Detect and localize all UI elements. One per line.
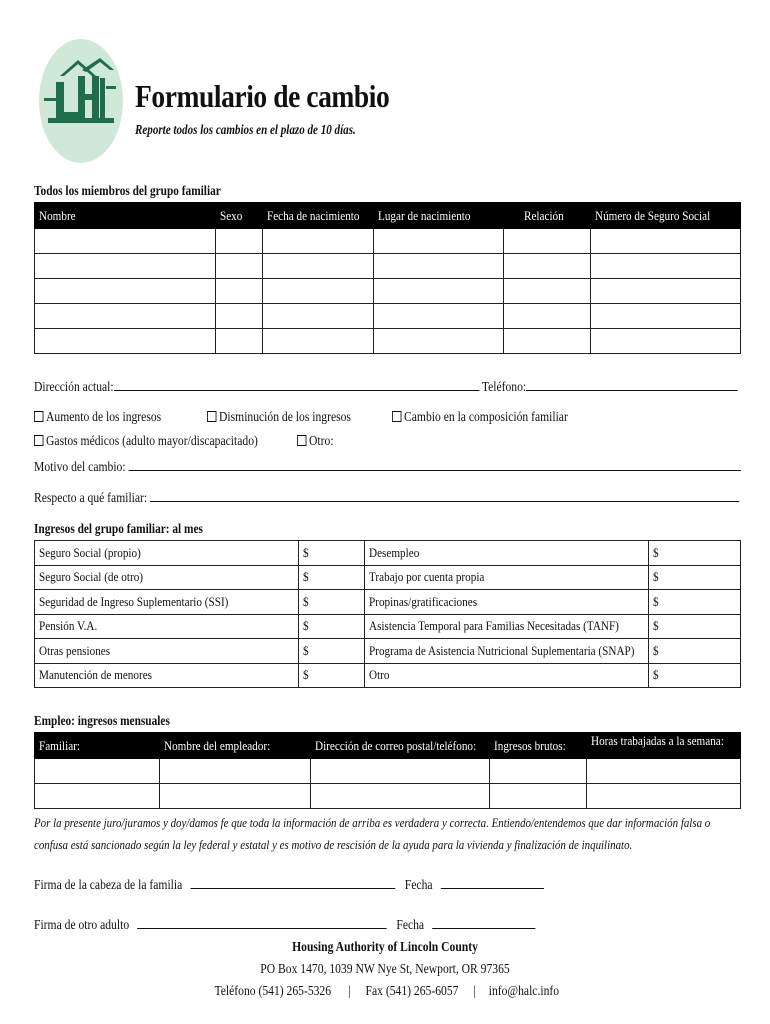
cell-input[interactable]: [504, 279, 591, 304]
table-row: [35, 541, 741, 566]
income-label: Desempleo: [365, 541, 649, 566]
income-table: [34, 540, 741, 688]
member-row: [34, 489, 739, 506]
member-label: Respecto a qué familiar:: [34, 490, 148, 505]
cell-input[interactable]: [591, 329, 741, 354]
col-ingresos-brutos: Ingresos brutos:: [490, 733, 587, 759]
reason-label: Motivo del cambio:: [34, 459, 126, 474]
checkbox-icon[interactable]: [34, 435, 43, 446]
table-row: [35, 565, 741, 590]
cell-input[interactable]: [263, 304, 374, 329]
col-direccion: Dirección de correo postal/teléfono:: [311, 733, 490, 759]
income-section-title: Ingresos del grupo familiar: al mes: [34, 521, 203, 536]
income-label: Otras pensiones: [35, 639, 299, 664]
signature-head-field[interactable]: [190, 876, 395, 889]
cell-input[interactable]: [216, 229, 263, 254]
cell-input[interactable]: [311, 759, 490, 784]
income-label: Seguro Social (de otro): [35, 565, 299, 590]
cell-input[interactable]: [504, 254, 591, 279]
phone-label: Teléfono:: [481, 379, 527, 394]
employment-header-row: [35, 733, 741, 759]
income-amount-field[interactable]: $: [299, 541, 365, 566]
table-row: [35, 279, 741, 304]
income-amount-field[interactable]: $: [649, 614, 741, 639]
cell-input[interactable]: [35, 329, 216, 354]
table-row: [35, 663, 741, 688]
table-row: [35, 329, 741, 354]
household-section-title: Todos los miembros del grupo familiar: [34, 183, 221, 198]
address-field[interactable]: [114, 378, 480, 391]
income-amount-field[interactable]: $: [299, 590, 365, 615]
table-row: [35, 784, 741, 809]
cell-input[interactable]: [263, 254, 374, 279]
income-amount-field[interactable]: $: [649, 590, 741, 615]
col-nombre: Nombre: [35, 203, 216, 229]
income-amount-field[interactable]: $: [299, 663, 365, 688]
footer-separator: |: [473, 983, 476, 998]
col-relacion: Relación: [504, 203, 591, 229]
cell-input[interactable]: [263, 279, 374, 304]
income-amount-field[interactable]: $: [299, 639, 365, 664]
income-label: Otro: [365, 663, 649, 688]
cell-input[interactable]: [587, 759, 741, 784]
date-label: Fecha: [396, 917, 425, 932]
date-head-field[interactable]: [441, 876, 544, 889]
col-familiar: Familiar:: [35, 733, 160, 759]
cell-input[interactable]: [591, 229, 741, 254]
checkbox-icon[interactable]: [207, 411, 216, 422]
table-row: [35, 614, 741, 639]
cell-input[interactable]: [35, 279, 216, 304]
cell-input[interactable]: [587, 784, 741, 809]
cell-input[interactable]: [490, 759, 587, 784]
table-row: [35, 304, 741, 329]
cell-input[interactable]: [504, 229, 591, 254]
checkbox-icon[interactable]: [297, 435, 306, 446]
logo: [38, 38, 124, 164]
phone-field[interactable]: [526, 378, 738, 391]
income-label: Seguridad de Ingreso Suplementario (SSI): [35, 590, 299, 615]
cell-input[interactable]: [35, 229, 216, 254]
signature-other-field[interactable]: [137, 916, 386, 929]
income-label: Manutención de menores: [35, 663, 299, 688]
footer-org: Housing Authority of Lincoln County: [292, 939, 478, 954]
reason-row: [34, 458, 741, 475]
address-label: Dirección actual:: [34, 379, 114, 394]
cell-input[interactable]: [591, 304, 741, 329]
footer-contact: [0, 983, 770, 999]
footer-address: PO Box 1470, 1039 NW Nye St, Newport, OR 97365: [260, 961, 510, 976]
cell-input[interactable]: [374, 254, 504, 279]
income-label: Seguro Social (propio): [35, 541, 299, 566]
checkbox-icon[interactable]: [392, 411, 401, 422]
checkbox-income-increase[interactable]: Aumento de los ingresos: [34, 409, 161, 425]
cell-input[interactable]: [35, 304, 216, 329]
cell-input[interactable]: [35, 759, 160, 784]
cell-input[interactable]: [591, 279, 741, 304]
col-sexo: Sexo: [216, 203, 263, 229]
cell-input[interactable]: [35, 254, 216, 279]
cell-input[interactable]: [35, 784, 160, 809]
cell-input[interactable]: [374, 229, 504, 254]
reason-field[interactable]: [128, 458, 740, 471]
income-label: Trabajo por cuenta propia: [365, 565, 649, 590]
checkbox-icon[interactable]: [34, 411, 43, 422]
signature-other-row: [34, 916, 535, 933]
col-seguro-social: Número de Seguro Social: [591, 203, 741, 229]
cell-input[interactable]: [490, 784, 587, 809]
date-other-field[interactable]: [432, 916, 535, 929]
income-amount-field[interactable]: $: [649, 565, 741, 590]
cell-input[interactable]: [216, 329, 263, 354]
cell-input[interactable]: [374, 329, 504, 354]
footer-email[interactable]: info@halc.info: [489, 983, 560, 998]
checkbox-medical-expenses[interactable]: Gastos médicos (adulto mayor/discapacitado): [34, 433, 258, 449]
table-row: [35, 254, 741, 279]
signature-head-label: Firma de la cabeza de la familia: [34, 877, 183, 892]
cell-input[interactable]: [216, 279, 263, 304]
cell-input[interactable]: [216, 254, 263, 279]
cell-input[interactable]: [263, 229, 374, 254]
address-row: [34, 378, 738, 395]
income-amount-field[interactable]: $: [299, 565, 365, 590]
table-row: [35, 590, 741, 615]
income-amount-field[interactable]: $: [299, 614, 365, 639]
income-label: Propinas/gratificaciones: [365, 590, 649, 615]
table-row: [35, 639, 741, 664]
checkbox-household-change[interactable]: Cambio en la composición familiar: [392, 409, 568, 425]
page-title: Formulario de cambio: [135, 78, 390, 114]
checkbox-income-decrease[interactable]: Disminución de los ingresos: [207, 409, 351, 425]
signature-head-row: [34, 876, 544, 893]
income-amount-field[interactable]: $: [649, 639, 741, 664]
cell-input[interactable]: [504, 329, 591, 354]
declaration-text: Por la presente juro/juramos y doy/damos fe que toda la información de arriba es verdadera y correcta. Entiendo/entendemos que dar información falsa o confusa está sancionado según la ley federal y estatal y es motivo de rescisión de la ayuda para la vivienda y finalización de inquilinato.: [34, 815, 711, 852]
employment-table: [34, 732, 741, 809]
household-table: [34, 202, 741, 354]
income-label: Asistencia Temporal para Familias Necesitadas (TANF): [365, 614, 649, 639]
page-subtitle: Reporte todos los cambios en el plazo de 10 días.: [135, 122, 356, 137]
cell-input[interactable]: [160, 759, 311, 784]
household-header-row: [35, 203, 741, 229]
member-field[interactable]: [150, 489, 739, 502]
table-row: [35, 759, 741, 784]
cell-input[interactable]: [216, 304, 263, 329]
cell-input[interactable]: [374, 304, 504, 329]
col-empleador: Nombre del empleador:: [160, 733, 311, 759]
footer-fax: Fax (541) 265-6057: [365, 983, 459, 998]
footer-phone: Teléfono (541) 265-5326: [214, 983, 331, 998]
col-horas: Horas trabajadas a la semana:: [587, 733, 741, 759]
date-label: Fecha: [404, 877, 433, 892]
col-fecha-nacimiento: Fecha de nacimiento: [263, 203, 374, 229]
income-amount-field[interactable]: $: [649, 541, 741, 566]
col-lugar-nacimiento: Lugar de nacimiento: [374, 203, 504, 229]
cell-input[interactable]: [263, 329, 374, 354]
employment-section-title: Empleo: ingresos mensuales: [34, 713, 170, 728]
checkbox-other[interactable]: Otro:: [297, 433, 334, 449]
cell-input[interactable]: [311, 784, 490, 809]
footer-separator: |: [347, 983, 351, 998]
income-label: Pensión V.A.: [35, 614, 299, 639]
cell-input[interactable]: [504, 304, 591, 329]
signature-other-label: Firma de otro adulto: [34, 917, 130, 932]
table-row: [35, 229, 741, 254]
cell-input[interactable]: [591, 254, 741, 279]
cell-input[interactable]: [374, 279, 504, 304]
income-amount-field[interactable]: $: [649, 663, 741, 688]
cell-input[interactable]: [160, 784, 311, 809]
income-label: Programa de Asistencia Nutricional Suplementaria (SNAP): [365, 639, 649, 664]
